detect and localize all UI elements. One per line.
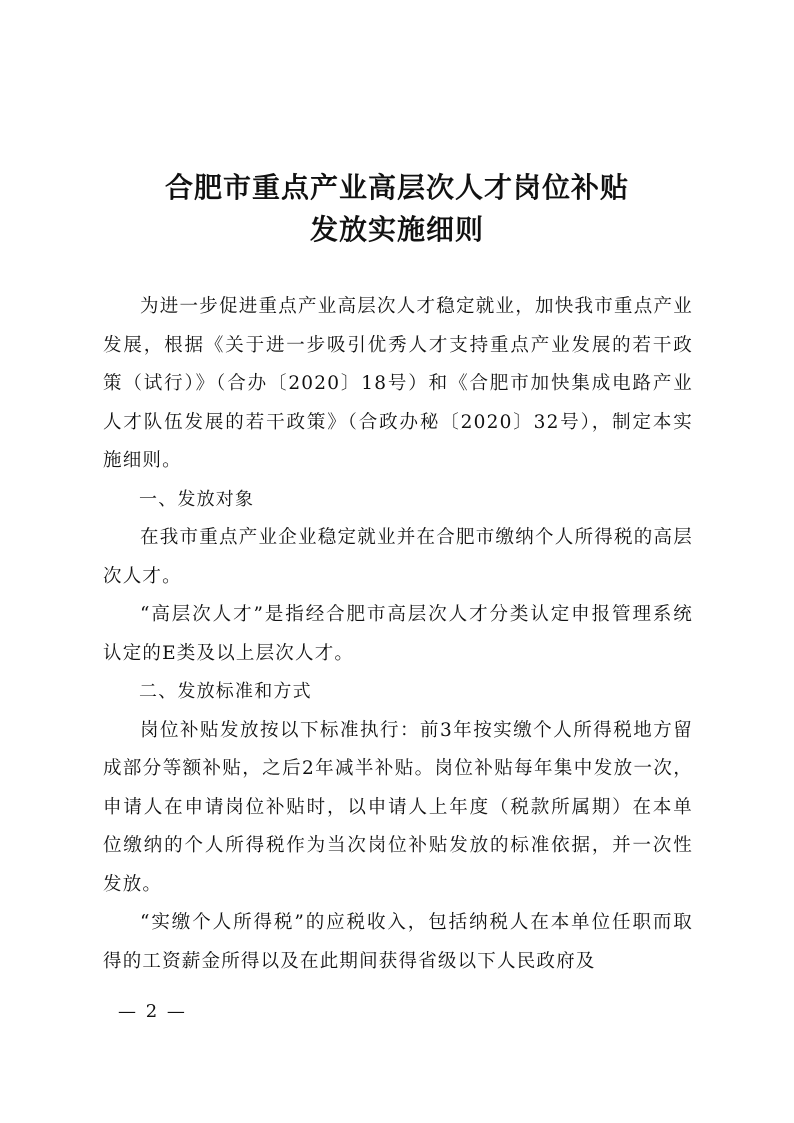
- document-title-line2: 发放实施细则: [309, 213, 484, 246]
- tax-income-paragraph: “实缴个人所得税”的应税收入，包括纳税人在本单位任职而取得的工资薪金所得以及在此期间获得省级以下人民政府及: [103, 912, 693, 972]
- intro-paragraph: 为进一步促进重点产业高层次人才稳定就业，加快我市重点产业发展，根据《关于进一步吸引优秀人才支持重点产业发展的若干政策（试行）》（合办〔2020〕18号）和《合肥市加快集成电路产业人才队伍发展的若干政策》（合政办秘〔2020〕32号），制定本实施细则。: [103, 296, 693, 471]
- standards-paragraph: 岗位补贴发放按以下标准执行：前3年按实缴个人所得税地方留成部分等额补贴，之后2年减半补贴。岗位补贴每年集中发放一次，申请人在申请岗位补贴时，以申请人上年度（税款所属期）在本单位缴纳的个人所得税作为当次岗位补贴发放的标准依据，并一次性发放。: [103, 719, 693, 895]
- definition-paragraph: “高层次人才”是指经合肥市高层次人才分类认定申报管理系统认定的E类及以上层次人才。: [103, 604, 693, 664]
- recipients-paragraph: 在我市重点产业企业稳定就业并在合肥市缴纳个人所得税的高层次人才。: [103, 527, 693, 587]
- section-heading-standards: 二、发放标准和方式: [139, 681, 312, 702]
- document-title-line1: 合肥市重点产业高层次人才岗位补贴: [164, 171, 629, 204]
- document-body: [103, 288, 693, 981]
- page-number: — 2 —: [118, 1001, 187, 1022]
- section-heading-recipients: 一、发放对象: [139, 488, 255, 510]
